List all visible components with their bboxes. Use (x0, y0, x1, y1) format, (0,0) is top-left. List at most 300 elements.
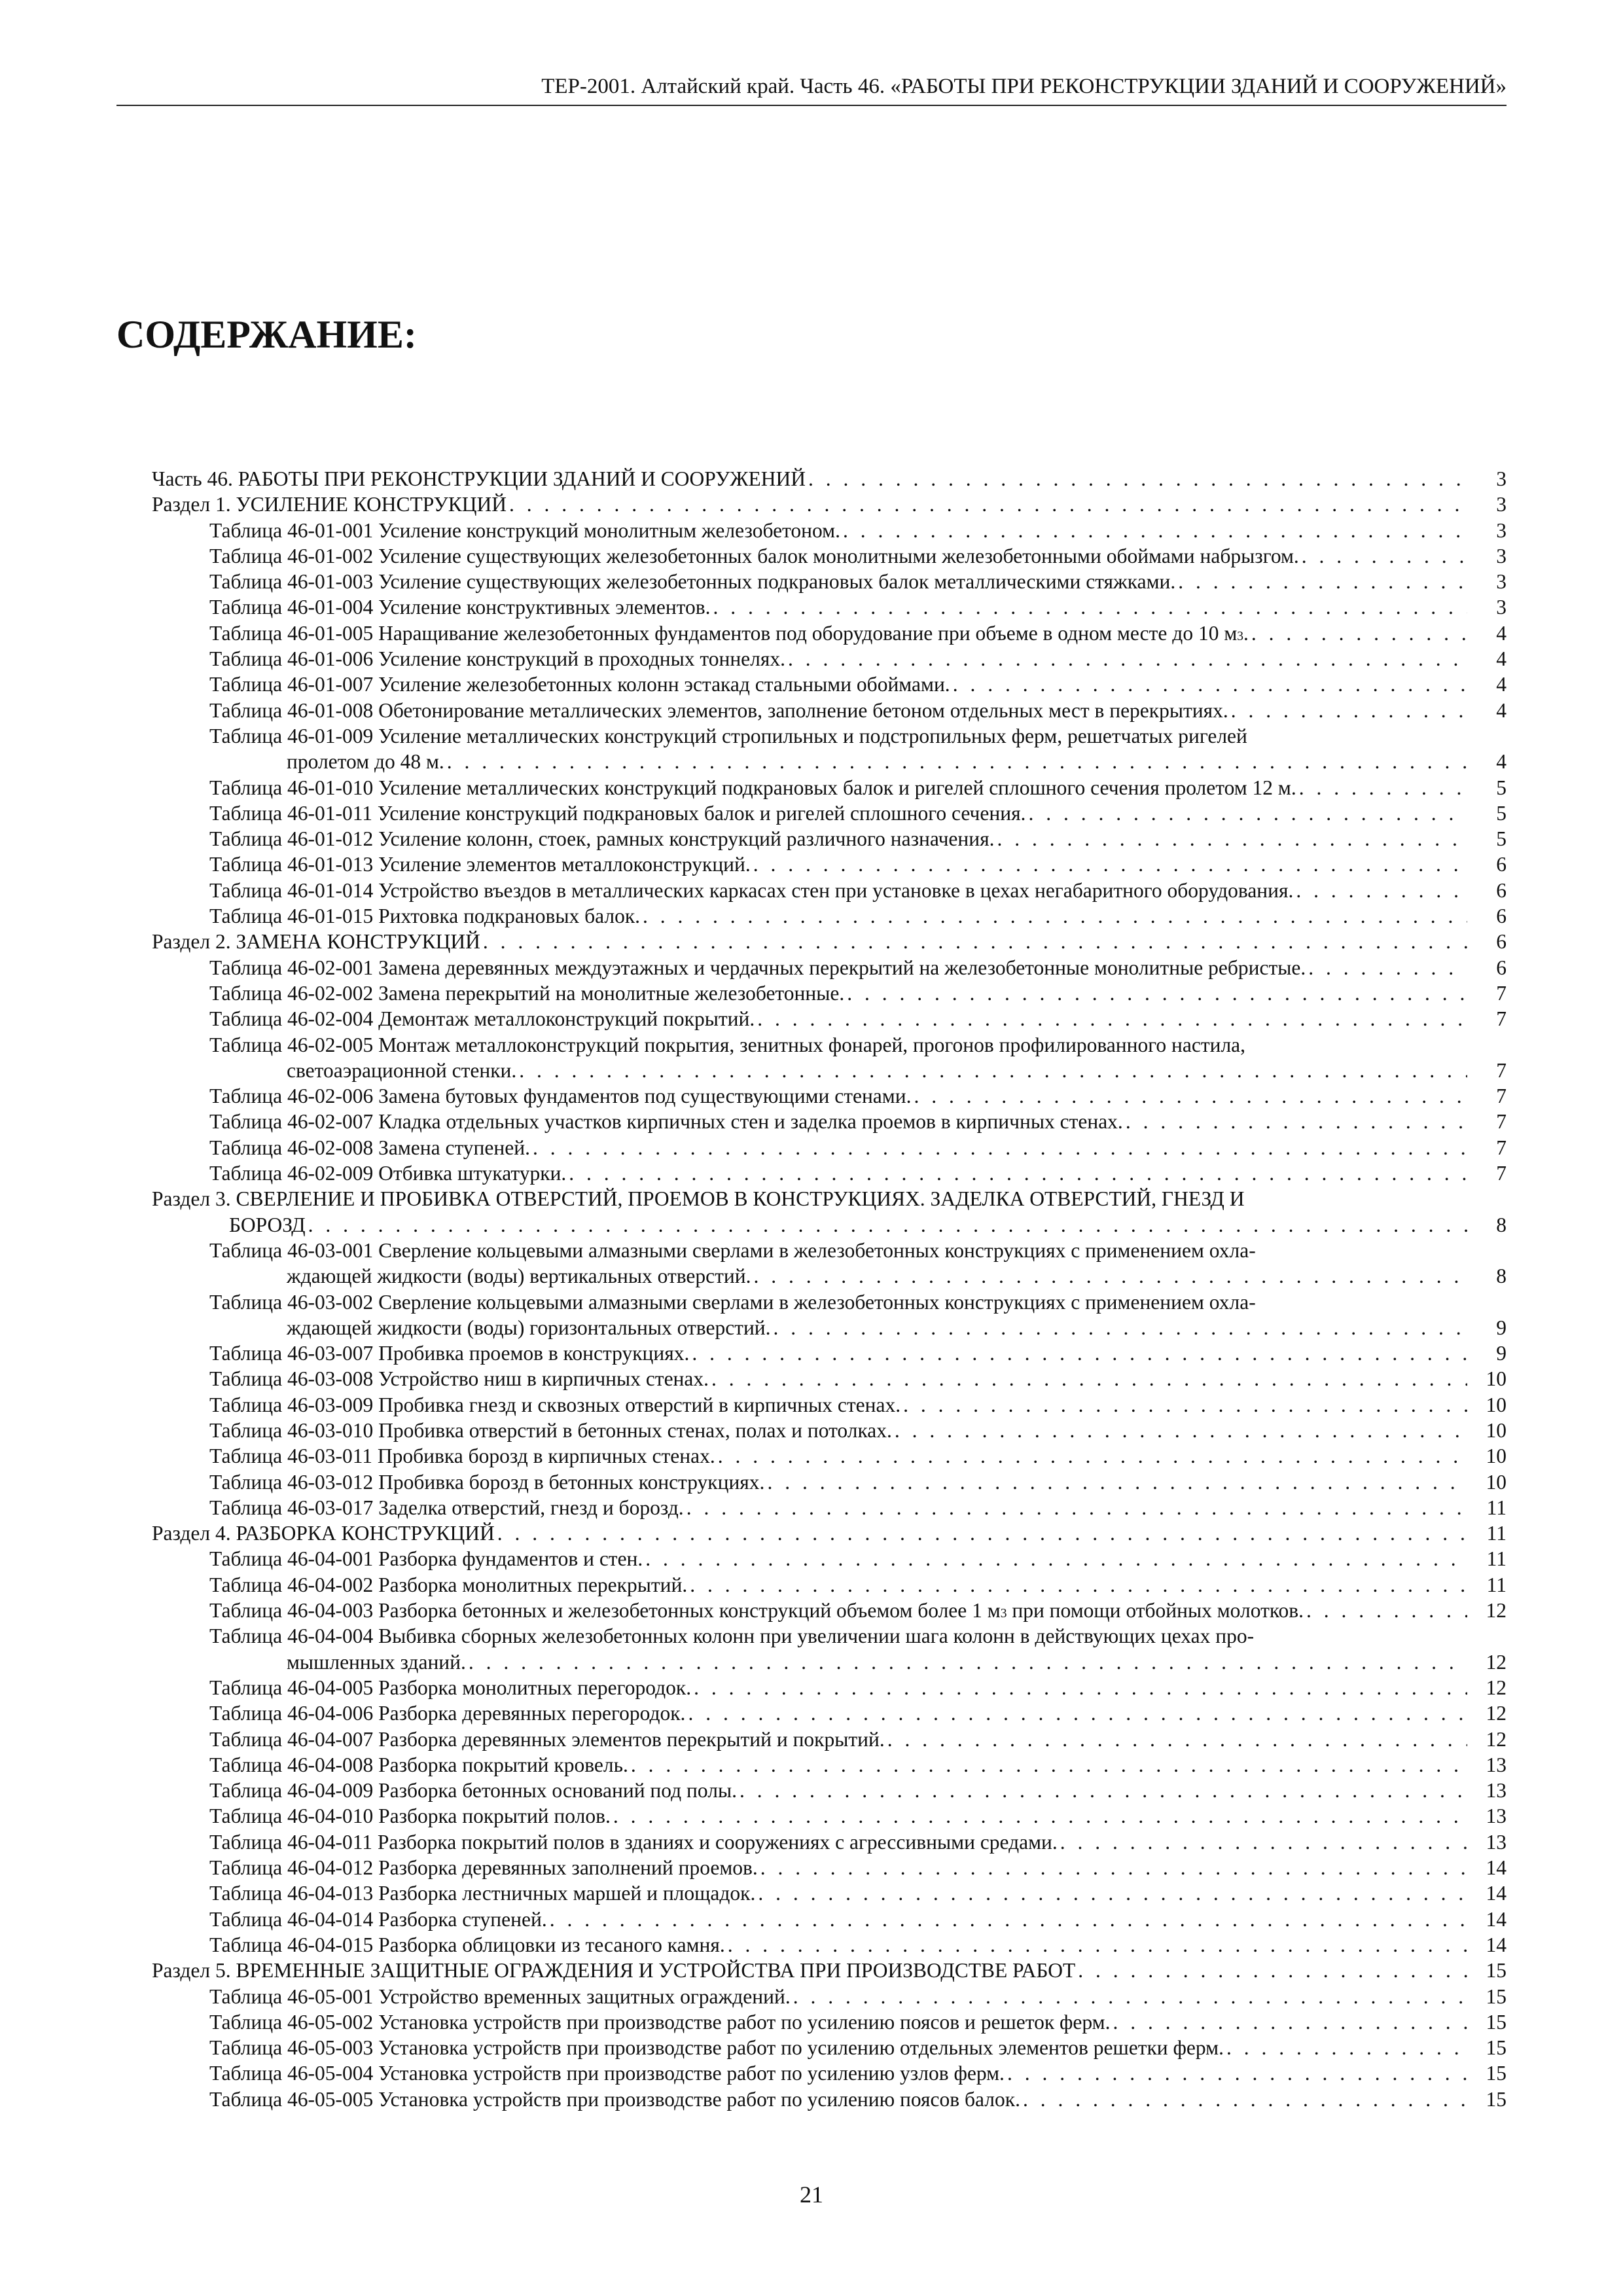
toc-table-entry[interactable] (152, 1727, 1507, 1752)
dot-leader (509, 492, 1467, 517)
toc-entry-title: Таблица 46-05-003 Установка устройств при производстве работ по усилению отдельных элементов решетки ферм. (209, 2036, 1224, 2060)
toc-table-entry[interactable] (152, 1392, 1507, 1418)
toc-table-entry[interactable] (152, 698, 1507, 723)
toc-entry-title: Таблица 46-04-001 Разборка фундаментов и стен. (209, 1547, 643, 1571)
toc-page-number: 12 (1486, 1599, 1507, 1623)
toc-entry-title: Таблица 46-02-004 Демонтаж металлоконструкций покрытий. (209, 1007, 755, 1031)
toc-page-number: 8 (1496, 1265, 1507, 1288)
page-number: 21 (800, 2181, 823, 2208)
toc-entry-title-suffix: при помощи отбойных молотков. (1007, 1599, 1304, 1623)
toc-entry-title: Таблица 46-04-015 Разборка облицовки из тесаного камня. (209, 1933, 725, 1956)
toc-entry-line (209, 698, 1507, 723)
toc-entry-title: Таблица 46-01-011 Усиление конструкций подкрановых балок и ригелей сплошного сечения. (209, 801, 1026, 825)
toc-table-entry[interactable] (152, 723, 1507, 775)
dot-leader (1296, 878, 1467, 903)
toc-entry-line (209, 543, 1507, 569)
toc-table-entry[interactable] (152, 1160, 1507, 1186)
toc-page-number: 10 (1486, 1393, 1507, 1416)
toc-entry-title: Таблица 46-03-011 Пробивка борозд в кирпичных стенах. (209, 1444, 715, 1468)
toc-entry-title: Таблица 46-01-008 Обетонирование металлических элементов, заполнение бетоном отдельных мест в перекрытиях. (209, 698, 1228, 722)
toc-entry-title: Таблица 46-04-003 Разборка бетонных и железобетонных конструкций объемом более 1 м (209, 1599, 1001, 1623)
toc-entry-line (152, 929, 1507, 954)
toc-entry-line (209, 1752, 1507, 1778)
toc-page-number: 3 (1496, 544, 1507, 567)
toc-entry-title: Таблица 46-04-009 Разборка бетонных оснований под полы. (209, 1779, 737, 1803)
toc-entry-title: Таблица 46-03-002 Сверление кольцевыми алмазными сверлами в железобетонных конструкциях с применением охла- (209, 1290, 1256, 1314)
toc-entry-line (209, 1855, 1507, 1880)
toc-entry-line (209, 672, 1507, 697)
toc-page-number: 15 (1486, 1984, 1507, 2008)
dot-leader (758, 1880, 1467, 1906)
dot-leader (1078, 1958, 1467, 1983)
toc-entry-line (209, 826, 1507, 852)
toc-page-number: 3 (1496, 570, 1507, 594)
toc-page-number: 7 (1496, 1085, 1507, 1108)
toc-page-number: 4 (1496, 621, 1507, 645)
toc-entry-title: Таблица 46-05-004 Установка устройств при производстве работ по усилению узлов ферм. (209, 2062, 1005, 2085)
dot-leader (808, 466, 1467, 492)
toc-entry-line (152, 1520, 1507, 1546)
toc-table-entry[interactable] (152, 1443, 1507, 1469)
dot-leader (1060, 1829, 1467, 1855)
dot-leader (903, 1392, 1467, 1418)
table-of-contents (152, 466, 1507, 2112)
toc-page-number: 7 (1496, 1007, 1507, 1031)
toc-page-number: 3 (1496, 596, 1507, 619)
dot-leader (997, 826, 1468, 852)
toc-entry-line (209, 878, 1507, 903)
toc-page-number: 10 (1486, 1470, 1507, 1494)
toc-section-entry[interactable] (152, 1520, 1507, 1546)
dot-leader (718, 1443, 1467, 1469)
dot-leader (569, 1160, 1467, 1186)
toc-table-entry[interactable] (152, 2087, 1507, 2112)
toc-entry-title: Таблица 46-04-014 Разборка ступеней. (209, 1907, 547, 1931)
toc-entry-line (209, 1289, 1507, 1315)
toc-table-entry[interactable] (152, 903, 1507, 929)
toc-entry-title: Таблица 46-03-001 Сверление кольцевыми алмазными сверлами в железобетонных конструкциях с применением охла- (209, 1238, 1256, 1262)
toc-table-entry[interactable] (152, 1006, 1507, 1031)
toc-entry-title: Раздел 4. РАЗБОРКА КОНСТРУКЦИЙ (152, 1522, 495, 1545)
dot-leader (757, 1006, 1467, 1031)
toc-table-entry[interactable] (152, 569, 1507, 594)
toc-entry-title-suffix: . (1243, 621, 1249, 645)
dot-leader (690, 1572, 1467, 1598)
toc-page-number: 11 (1486, 1496, 1507, 1519)
toc-table-entry[interactable] (152, 2060, 1507, 2086)
dot-leader (613, 1803, 1467, 1829)
toc-entry-title: Таблица 46-01-007 Усиление железобетонных колонн эстакад стальными обоймами. (209, 673, 950, 696)
toc-table-entry[interactable] (152, 1984, 1507, 2009)
page-title: СОДЕРЖАНИЕ: (116, 313, 417, 356)
toc-entry-title: Таблица 46-02-006 Замена бутовых фундаментов под существующими стенами. (209, 1085, 912, 1108)
toc-entry-title: Таблица 46-05-001 Устройство временных защитных ограждений. (209, 1984, 791, 2008)
toc-entry-title: Раздел 5. ВРЕМЕННЫЕ ЗАЩИТНЫЕ ОГРАЖДЕНИЯ И УСТРОЙСТВА ПРИ ПРОИЗВОДСТВЕ РАБОТ (152, 1959, 1076, 1982)
toc-entry-line (209, 1675, 1507, 1700)
toc-entry-line (209, 2060, 1507, 2086)
toc-table-entry[interactable] (152, 1829, 1507, 1855)
toc-entry-line (152, 466, 1507, 492)
toc-entry-title: Таблица 46-01-010 Усиление металлических конструкций подкрановых балок и ригелей сплошного сечения пролетом 12 м. (209, 776, 1296, 799)
toc-entry-line (209, 903, 1507, 929)
toc-table-entry[interactable] (152, 594, 1507, 620)
toc-entry-title: Таблица 46-02-001 Замена деревянных междуэтажных и чердачных перекрытий на железобетонные монолитные ребристые. (209, 956, 1306, 979)
toc-entry-line (209, 1083, 1507, 1109)
dot-leader (887, 1727, 1467, 1752)
toc-entry-title: Таблица 46-04-012 Разборка деревянных заполнений проемов. (209, 1856, 758, 1880)
toc-table-entry[interactable] (152, 1855, 1507, 1880)
toc-entry-line (209, 1727, 1507, 1752)
toc-table-entry[interactable] (152, 955, 1507, 980)
dot-leader (1226, 2035, 1467, 2060)
toc-entry-title: Таблица 46-01-003 Усиление существующих железобетонных подкрановых балок металлическими стяжками. (209, 570, 1176, 594)
toc-table-entry[interactable] (152, 2035, 1507, 2060)
toc-section-entry[interactable] (152, 492, 1507, 517)
toc-entry-title: Раздел 1. УСИЛЕНИЕ КОНСТРУКЦИЙ (152, 493, 507, 516)
toc-table-entry[interactable] (152, 646, 1507, 672)
toc-page-number: 8 (1496, 1213, 1507, 1236)
running-header: ТЕР-2001. Алтайский край. Часть 46. «РАБОТЫ ПРИ РЕКОНСТРУКЦИИ ЗДАНИЙ И СООРУЖЕНИЙ» (541, 75, 1507, 98)
header-rule (116, 105, 1507, 106)
toc-entry-line (209, 1778, 1507, 1803)
dot-leader (740, 1778, 1467, 1803)
toc-entry-title: Таблица 46-03-007 Пробивка проемов в конструкциях. (209, 1342, 690, 1365)
dot-leader (711, 1366, 1467, 1391)
toc-table-entry[interactable] (152, 1546, 1507, 1571)
toc-entry-title: Таблица 46-01-004 Усиление конструктивных элементов. (209, 596, 711, 619)
toc-entry-line (209, 852, 1507, 877)
toc-entry-line (209, 646, 1507, 672)
toc-page-number: 4 (1496, 673, 1507, 696)
dot-leader (694, 1675, 1467, 1700)
toc-entry-title: Таблица 46-01-005 Наращивание железобетонных фундаментов под оборудование при объеме в одном месте до 10 м (209, 621, 1238, 645)
toc-entry-line (209, 1160, 1507, 1186)
toc-entry-line (209, 1315, 1507, 1340)
toc-entry-title: Раздел 3. СВЕРЛЕНИЕ И ПРОБИВКА ОТВЕРСТИЙ, ПРОЕМОВ В КОНСТРУКЦИЯХ. ЗАДЕЛКА ОТВЕРСТИЙ, ГНЕЗД И (152, 1187, 1245, 1211)
dot-leader (1178, 569, 1467, 594)
toc-page-number: 15 (1486, 2036, 1507, 2060)
toc-entry-line (209, 2087, 1507, 2112)
toc-page-number: 9 (1496, 1316, 1507, 1339)
toc-table-entry[interactable] (152, 1289, 1507, 1341)
toc-entry-line (209, 2035, 1507, 2060)
toc-page-number: 11 (1486, 1547, 1507, 1571)
toc-entry-line (209, 1238, 1507, 1263)
dot-leader (688, 1700, 1467, 1726)
dot-leader (1308, 955, 1467, 980)
toc-entry-line (209, 1495, 1507, 1520)
toc-entry-line (209, 1263, 1507, 1289)
toc-table-entry[interactable] (152, 1469, 1507, 1495)
dot-leader (533, 1135, 1467, 1160)
toc-table-entry[interactable] (152, 1083, 1507, 1109)
toc-table-entry[interactable] (152, 980, 1507, 1006)
toc-entry-line (209, 569, 1507, 594)
toc-table-entry[interactable] (152, 1880, 1507, 1906)
toc-entry-line (209, 2009, 1507, 2035)
toc-page-number: 10 (1486, 1367, 1507, 1391)
dot-leader (692, 1340, 1467, 1366)
toc-page-number: 5 (1496, 801, 1507, 825)
toc-table-entry[interactable] (152, 878, 1507, 903)
toc-entry-title: Таблица 46-04-002 Разборка монолитных перекрытий. (209, 1573, 688, 1596)
toc-section-entry[interactable] (152, 466, 1507, 492)
toc-entry-line (209, 1984, 1507, 2009)
toc-page-number: 5 (1496, 776, 1507, 799)
dot-leader (753, 852, 1467, 877)
toc-entry-title: Раздел 2. ЗАМЕНА КОНСТРУКЦИЙ (152, 930, 480, 954)
dot-leader (788, 646, 1467, 672)
toc-table-entry[interactable] (152, 1675, 1507, 1700)
toc-entry-title: Таблица 46-03-009 Пробивка гнезд и сквозных отверстий в кирпичных стенах. (209, 1393, 901, 1416)
toc-entry-line (209, 1803, 1507, 1829)
toc-table-entry[interactable] (152, 1752, 1507, 1778)
dot-leader (447, 749, 1467, 774)
toc-page-number: 12 (1486, 1676, 1507, 1699)
toc-page-number: 11 (1486, 1522, 1507, 1545)
toc-table-entry[interactable] (152, 1572, 1507, 1598)
toc-table-entry[interactable] (152, 1238, 1507, 1289)
toc-entry-title-continuation: светоаэрационной стенки. (287, 1058, 517, 1082)
toc-page-number: 9 (1496, 1342, 1507, 1365)
dot-leader (843, 518, 1467, 543)
dot-leader (793, 1984, 1467, 2009)
dot-leader (469, 1649, 1467, 1675)
dot-leader (767, 1469, 1467, 1495)
toc-entry-line (209, 1649, 1507, 1675)
toc-entry-line (209, 775, 1507, 800)
dot-leader (631, 1752, 1467, 1778)
toc-table-entry[interactable] (152, 1418, 1507, 1443)
toc-entry-line (209, 1032, 1507, 1058)
toc-table-entry[interactable] (152, 543, 1507, 569)
toc-entry-title-continuation: ждающей жидкости (воды) горизонтальных отверстий. (287, 1316, 771, 1339)
toc-entry-title-continuation: БОРОЗД (229, 1213, 306, 1236)
dot-leader (1251, 620, 1467, 646)
toc-entry-title: Таблица 46-05-005 Установка устройств при производстве работ по усилению поясов балок. (209, 2087, 1020, 2111)
dot-leader (895, 1418, 1467, 1443)
toc-entry-line (209, 1418, 1507, 1443)
toc-entry-title: Таблица 46-03-017 Заделка отверстий, гнезд и борозд. (209, 1496, 684, 1519)
toc-entry-line (209, 1366, 1507, 1391)
toc-entry-line (209, 749, 1507, 774)
toc-page-number: 13 (1486, 1804, 1507, 1828)
toc-entry-title: Таблица 46-01-006 Усиление конструкций в проходных тоннелях. (209, 647, 786, 671)
toc-page-number: 6 (1496, 930, 1507, 954)
toc-entry-line (209, 1880, 1507, 1906)
toc-page-number: 7 (1496, 1110, 1507, 1134)
toc-entry-title: Таблица 46-03-010 Пробивка отверстий в бетонных стенах, полах и потолках. (209, 1418, 892, 1442)
toc-page-number: 4 (1496, 647, 1507, 671)
toc-entry-title-continuation: мышленных зданий. (287, 1650, 466, 1674)
toc-page-number: 6 (1496, 878, 1507, 902)
toc-page-number: 4 (1496, 750, 1507, 774)
toc-page-number: 6 (1496, 905, 1507, 928)
toc-section-entry[interactable] (152, 929, 1507, 954)
toc-entry-line (209, 1932, 1507, 1958)
toc-page-number: 11 (1486, 1573, 1507, 1596)
toc-entry-title: Таблица 46-04-005 Разборка монолитных перегородок. (209, 1676, 692, 1699)
toc-table-entry[interactable] (152, 775, 1507, 800)
dot-leader (483, 929, 1467, 954)
toc-entry-line (209, 1572, 1507, 1598)
toc-entry-title: Таблица 46-02-009 Отбивка штукатурки. (209, 1162, 567, 1185)
dot-leader (519, 1058, 1467, 1083)
toc-entry-title: Таблица 46-02-005 Монтаж металлоконструкций покрытия, зенитных фонарей, прогонов профилированного настила, (209, 1033, 1246, 1056)
toc-entry-title: Таблица 46-04-007 Разборка деревянных элементов перекрытий и покрытий. (209, 1727, 885, 1751)
toc-entry-title: Таблица 46-02-008 Замена ступеней. (209, 1136, 530, 1159)
toc-entry-line: Таблица 46-04-003 Разборка бетонных и железобетонных конструкций объемом более 1 м 3 при помощи отбойных молотков. . . . 12 (209, 1598, 1507, 1623)
toc-entry-line (209, 1109, 1507, 1134)
toc-table-entry[interactable] (152, 620, 1507, 646)
dot-leader (847, 980, 1467, 1006)
toc-page-number: 6 (1496, 853, 1507, 876)
toc-entry-line (209, 1829, 1507, 1855)
toc-entry-line (209, 1340, 1507, 1366)
dot-leader (754, 1263, 1468, 1289)
toc-entry-title: Таблица 46-01-002 Усиление существующих железобетонных балок монолитными железобетонными обоймами набрызгом. (209, 544, 1299, 567)
toc-entry-line (209, 518, 1507, 543)
toc-page-number: 5 (1496, 827, 1507, 851)
toc-page-number: 7 (1496, 1058, 1507, 1082)
toc-entry-line (209, 1392, 1507, 1418)
toc-entry-line (209, 955, 1507, 980)
toc-table-entry[interactable] (152, 1135, 1507, 1160)
toc-page-number: 10 (1486, 1418, 1507, 1442)
toc-table-entry[interactable] (152, 1366, 1507, 1391)
toc-entry-line (209, 1443, 1507, 1469)
toc-page-number: 3 (1496, 493, 1507, 516)
dot-leader (687, 1495, 1467, 1520)
toc-table-entry[interactable] (152, 1700, 1507, 1726)
dot-leader (774, 1315, 1467, 1340)
toc-section-entry[interactable] (152, 1958, 1507, 1983)
toc-entry-title: Таблица 46-04-008 Разборка покрытий кровель. (209, 1753, 628, 1776)
dot-leader (1023, 2087, 1467, 2112)
toc-page-number: 7 (1496, 981, 1507, 1005)
dot-leader (760, 1855, 1467, 1880)
toc-page-number: 15 (1486, 1959, 1507, 1982)
dot-leader (1306, 1598, 1467, 1623)
toc-entry-line (209, 723, 1507, 749)
toc-table-entry[interactable] (152, 1495, 1507, 1520)
dot-leader (1299, 775, 1467, 800)
dot-leader (643, 903, 1467, 929)
toc-entry-line (209, 1006, 1507, 1031)
dot-leader (728, 1932, 1467, 1958)
toc-page-number: 15 (1486, 2062, 1507, 2085)
toc-table-entry[interactable] (152, 1932, 1507, 1958)
toc-page-number: 3 (1496, 518, 1507, 542)
toc-table-entry[interactable] (152, 1907, 1507, 1932)
toc-table-entry[interactable] (152, 800, 1507, 826)
dot-leader (645, 1546, 1467, 1571)
toc-entry-line (209, 1700, 1507, 1726)
toc-entry-title: Таблица 46-01-001 Усиление конструкций монолитным железобетоном. (209, 518, 840, 542)
toc-entry-title: Таблица 46-02-002 Замена перекрытий на монолитные железобетонные. (209, 981, 845, 1005)
toc-entry-title: Таблица 46-03-012 Пробивка борозд в бетонных конструкциях. (209, 1470, 765, 1494)
toc-entry-title: Таблица 46-01-015 Рихтовка подкрановых балок. (209, 905, 641, 928)
toc-entry-line: Таблица 46-01-005 Наращивание железобетонных фундаментов под оборудование при объеме в одном месте до 10 м 3 . . . . 4 (209, 620, 1507, 646)
toc-page-number: 14 (1486, 1882, 1507, 1905)
toc-entry-title: Таблица 46-04-004 Выбивка сборных железобетонных колонн при увеличении шага колонн в действующих цехах про- (209, 1624, 1255, 1648)
dot-leader (914, 1083, 1467, 1109)
dot-leader (1028, 800, 1467, 826)
toc-entry-line (209, 980, 1507, 1006)
toc-table-entry[interactable] (152, 1598, 1507, 1623)
toc-entry-line (209, 1907, 1507, 1932)
toc-entry-line (209, 1623, 1507, 1649)
toc-entry-title: Таблица 46-02-007 Кладка отдельных участков кирпичных стен и заделка проемов в кирпичных стенах. (209, 1110, 1123, 1134)
toc-table-entry[interactable] (152, 1109, 1507, 1134)
toc-entry-title: Таблица 46-01-014 Устройство въездов в металлических каркасах стен при установке в цехах негабаритного оборудования. (209, 878, 1294, 902)
toc-page-number: 12 (1486, 1650, 1507, 1674)
dot-leader (1126, 1109, 1467, 1134)
toc-table-entry[interactable] (152, 1032, 1507, 1084)
dot-leader (953, 672, 1467, 697)
toc-table-entry[interactable] (152, 1778, 1507, 1803)
toc-entry-title: Таблица 46-04-010 Разборка покрытий полов. (209, 1804, 611, 1828)
toc-entry-title: Таблица 46-03-008 Устройство ниш в кирпичных стенах. (209, 1367, 709, 1391)
toc-page-number: 13 (1486, 1753, 1507, 1776)
dot-leader (308, 1212, 1467, 1238)
toc-table-entry[interactable] (152, 2009, 1507, 2035)
toc-page-number: 14 (1486, 1907, 1507, 1931)
toc-entry-title: Таблица 46-01-009 Усиление металлических конструкций стропильных и подстропильных ферм, решетчатых ригелей (209, 724, 1247, 747)
toc-page-number: 13 (1486, 1830, 1507, 1854)
toc-page-number: 12 (1486, 1702, 1507, 1725)
toc-table-entry[interactable] (152, 1803, 1507, 1829)
toc-page-number: 12 (1486, 1727, 1507, 1751)
toc-entry-line (209, 1135, 1507, 1160)
toc-table-entry[interactable] (152, 1340, 1507, 1366)
toc-entry-line (152, 492, 1507, 517)
toc-entry-title: Таблица 46-01-013 Усиление элементов металлоконструкций. (209, 853, 751, 876)
toc-entry-line (209, 594, 1507, 620)
toc-entry-title-continuation: ждающей жидкости (воды) вертикальных отверстий. (287, 1265, 751, 1288)
toc-entry-line (152, 1212, 1507, 1238)
toc-table-entry[interactable] (152, 672, 1507, 697)
toc-page-number: 14 (1486, 1856, 1507, 1880)
toc-entry-line (209, 1546, 1507, 1571)
toc-section-entry[interactable] (152, 1186, 1507, 1238)
toc-entry-line (209, 1469, 1507, 1495)
dot-leader (550, 1907, 1467, 1932)
toc-page-number: 15 (1486, 2087, 1507, 2111)
dot-leader (1113, 2009, 1467, 2035)
toc-table-entry[interactable] (152, 518, 1507, 543)
dot-leader (1302, 543, 1467, 569)
toc-entry-title: Таблица 46-05-002 Установка устройств при производстве работ по усилению поясов и решеток ферм. (209, 2010, 1111, 2034)
toc-page-number: 7 (1496, 1136, 1507, 1159)
toc-table-entry[interactable] (152, 826, 1507, 852)
toc-table-entry[interactable] (152, 1623, 1507, 1675)
toc-page-number: 13 (1486, 1779, 1507, 1803)
toc-table-entry[interactable] (152, 852, 1507, 877)
toc-entry-title-continuation: пролетом до 48 м. (287, 750, 444, 774)
toc-entry-line (209, 800, 1507, 826)
toc-entry-line (152, 1186, 1507, 1211)
dot-leader (713, 594, 1467, 620)
dot-leader (1231, 698, 1467, 723)
toc-page-number: 7 (1496, 1162, 1507, 1185)
toc-entry-title: Таблица 46-04-013 Разборка лестничных маршей и площадок. (209, 1882, 756, 1905)
toc-page-number: 6 (1496, 956, 1507, 979)
toc-entry-title: Таблица 46-01-012 Усиление колонн, стоек, рамных конструкций различного назначения. (209, 827, 995, 851)
toc-entry-line (209, 1058, 1507, 1083)
toc-entry-title: Часть 46. РАБОТЫ ПРИ РЕКОНСТРУКЦИИ ЗДАНИЙ И СООРУЖЕНИЙ (152, 467, 806, 490)
toc-page-number: 10 (1486, 1444, 1507, 1468)
